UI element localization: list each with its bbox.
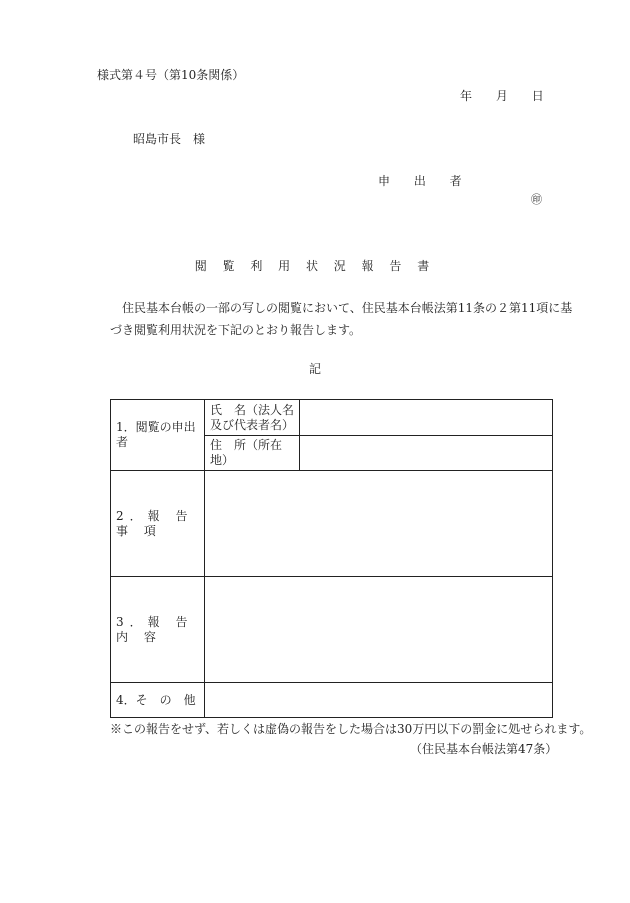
name-label-line1: 氏 名（法人名 bbox=[210, 402, 295, 417]
table-row bbox=[111, 471, 553, 577]
row4-label: 4．そ の 他 bbox=[111, 683, 205, 718]
document-title: 閲 覧 利 用 状 況 報 告 書 bbox=[194, 259, 436, 273]
ki-label: 記 bbox=[308, 362, 321, 376]
date-year-label: 年 bbox=[460, 89, 473, 103]
date-line bbox=[460, 89, 544, 103]
table-row bbox=[111, 577, 553, 683]
row2-label: 2．報 告 事 項 bbox=[111, 471, 205, 577]
date-day-label: 日 bbox=[531, 89, 544, 103]
name-label-line2: 及び代表者名） bbox=[210, 417, 295, 432]
report-items-field[interactable] bbox=[205, 471, 553, 577]
row3-label: 3．報 告 内 容 bbox=[111, 577, 205, 683]
address-field[interactable] bbox=[300, 436, 553, 471]
name-field[interactable] bbox=[300, 400, 553, 436]
other-field[interactable] bbox=[205, 683, 553, 718]
address-label: 住 所（所在地） bbox=[205, 436, 300, 471]
addressee: 昭島市長 様 bbox=[133, 132, 206, 146]
row1-label: 1．閲覧の申出者 bbox=[111, 400, 205, 471]
table-row bbox=[111, 683, 553, 718]
table-row bbox=[111, 400, 553, 436]
applicant-label: 申 出 者 bbox=[378, 174, 472, 188]
seal-mark: ㊞ bbox=[531, 193, 542, 206]
name-label-cell bbox=[205, 400, 300, 436]
report-content-field[interactable] bbox=[205, 577, 553, 683]
law-reference: （住民基本台帳法第47条） bbox=[410, 742, 558, 756]
body-text: 住民基本台帳の一部の写しの閲覧において、住民基本台帳法第11条の２第11項に基づき閲覧利用状況を下記のとおり報告します。 bbox=[110, 301, 573, 337]
penalty-note: ※この報告をせず、若しくは虚偽の報告をした場合は30万円以下の罰金に処せられます。 bbox=[110, 722, 592, 736]
date-month-label: 月 bbox=[495, 89, 508, 103]
form-number: 様式第４号（第10条関係） bbox=[97, 68, 245, 82]
report-table bbox=[110, 399, 553, 718]
